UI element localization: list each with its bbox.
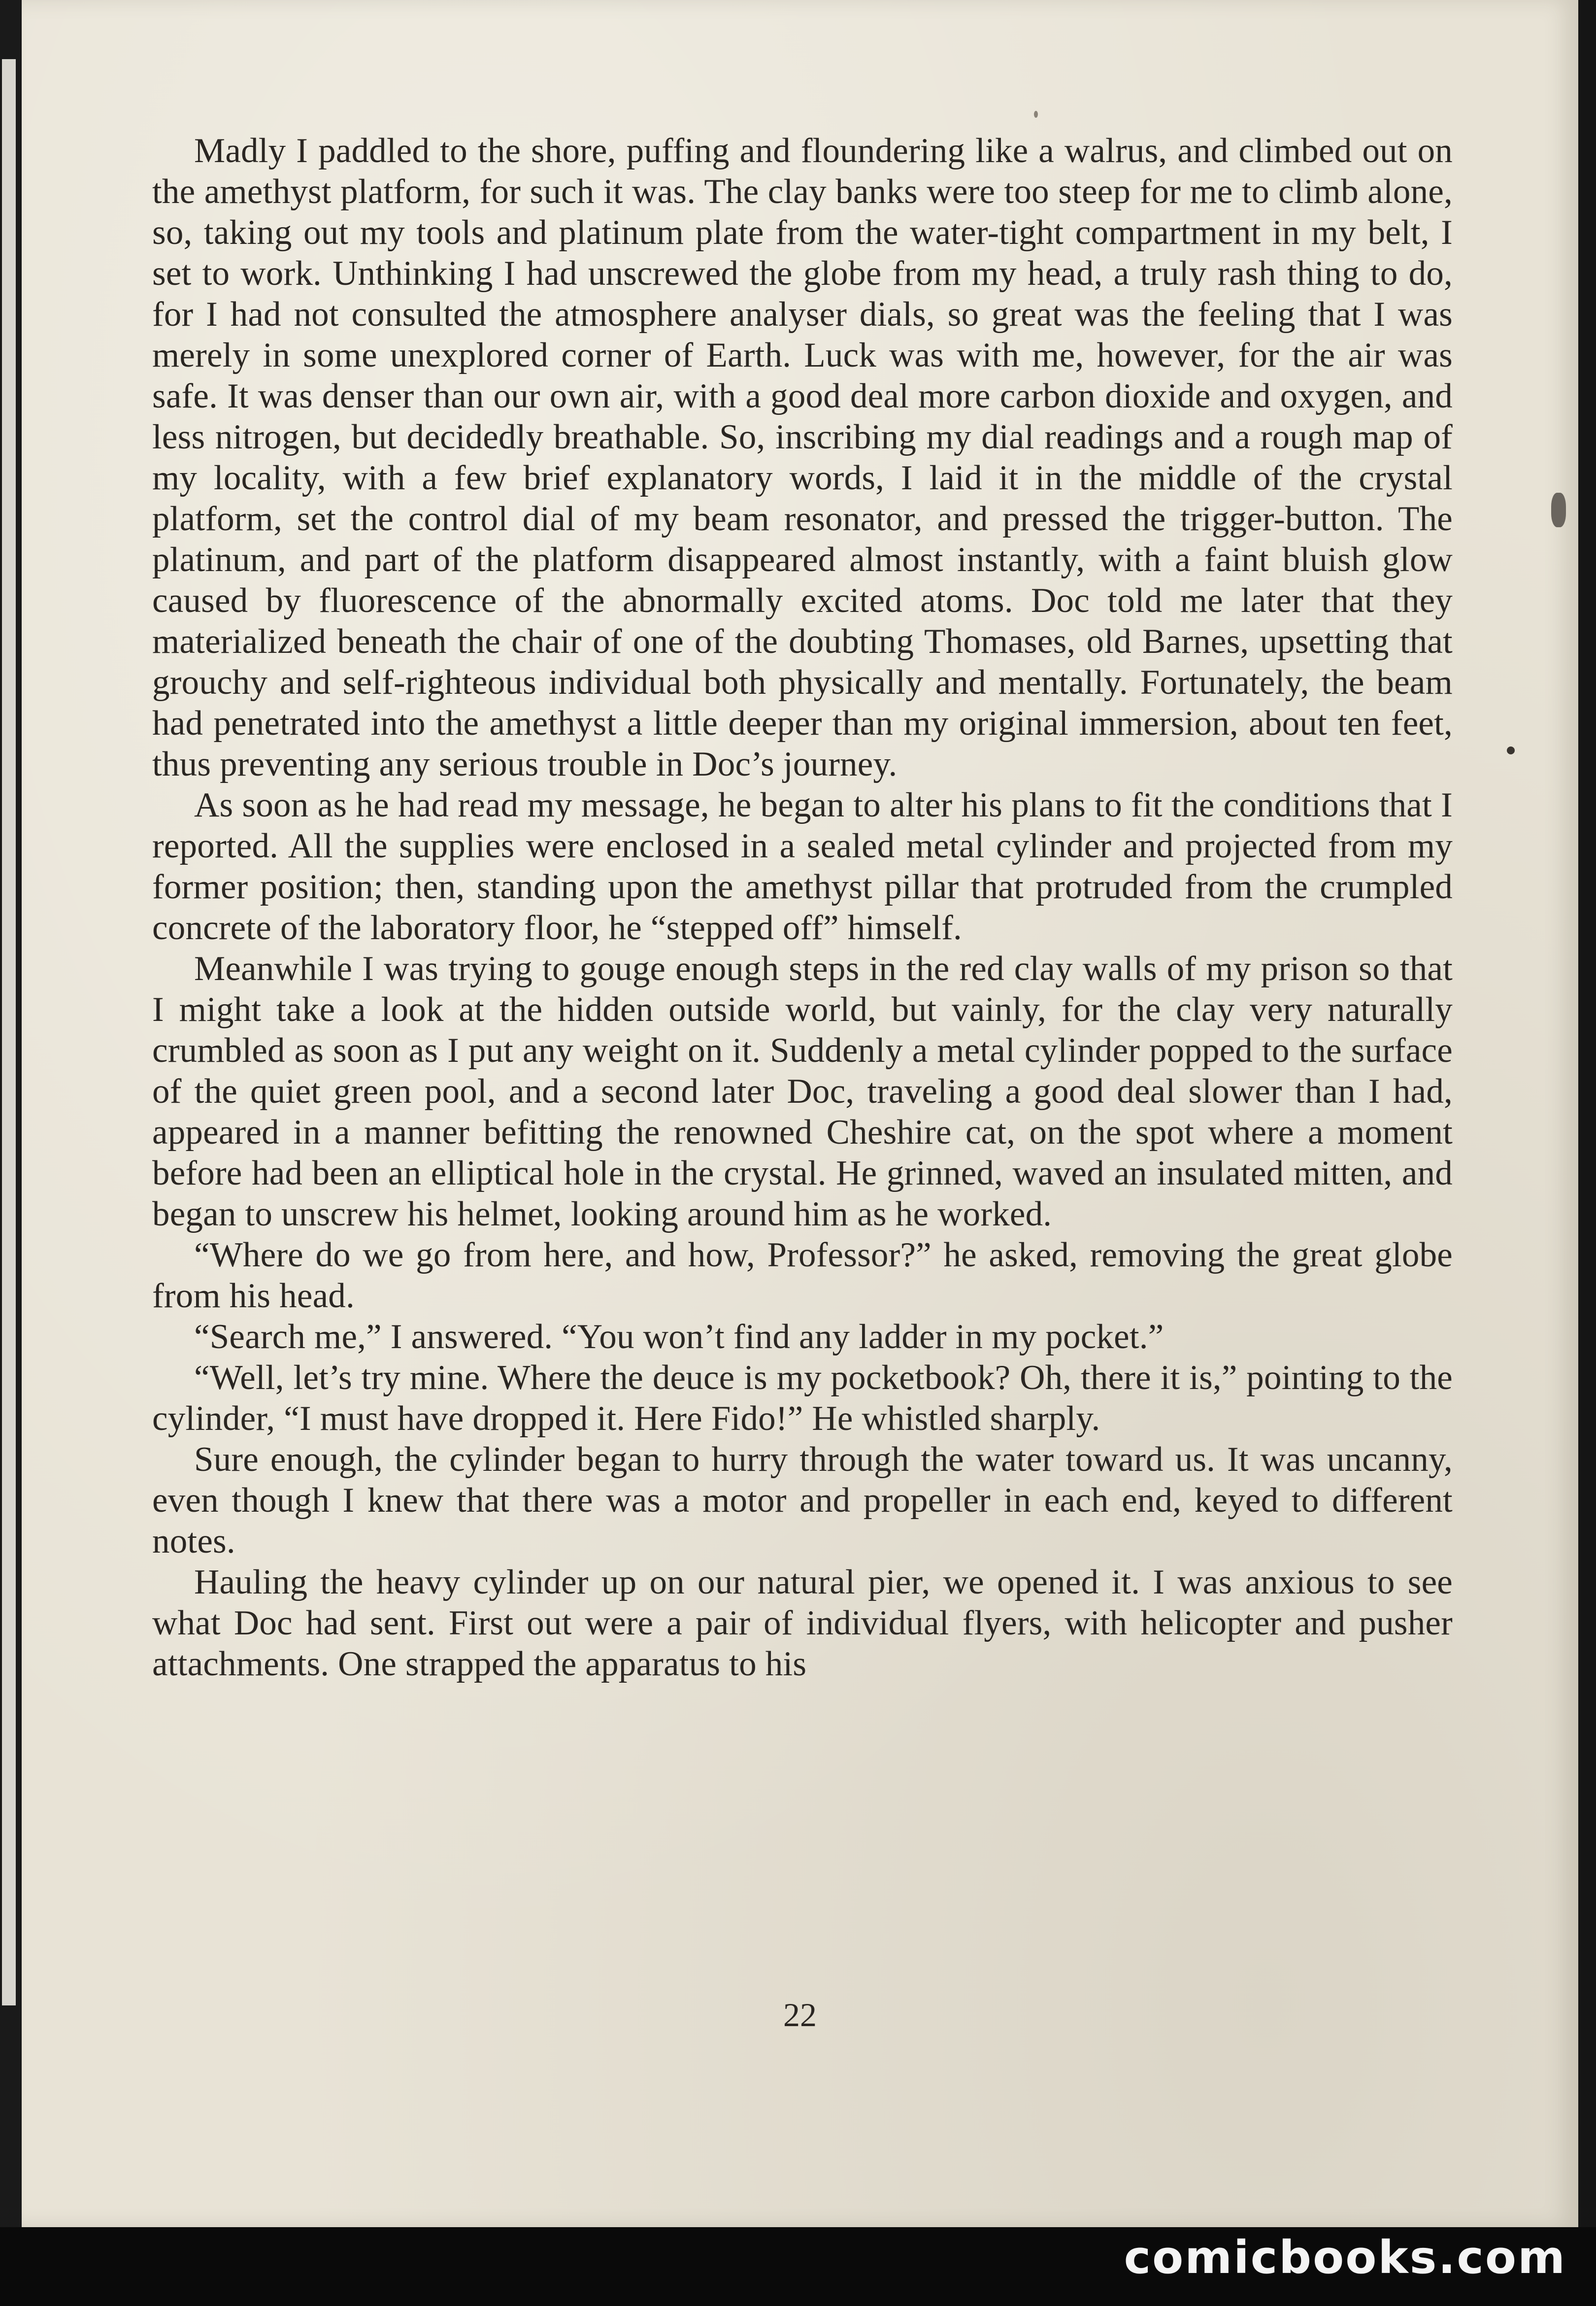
paragraph-7: Sure enough, the cylinder began to hurry through the water toward us. It was uncanny, even though I knew that there was a motor and propeller in each end, keyed to different notes.: [152, 1440, 1453, 1560]
body-text: [152, 131, 1453, 1685]
paragraph-1: Madly I paddled to the shore, puffing and floundering like a walrus, and climbed out on the amethyst platform, for such it was. The clay banks were too steep for me to climb alone, so, taking out my tools and platinum plate from the water-tight compartment in my belt, I set to work. Unthinking I had unscrewed the globe from my head, a truly rash thing to do, for I had not consulted the atmosphere analyser dials, so great was the feeling that I was merely in some unexplored corner of Earth. Luck was with me, however, for the air was safe. It was denser than our own air, with a good deal more carbon dioxide and oxygen, and less nitrogen, but decidedly breathable. So, inscribing my dial readings and a rough map of my locality, with a few brief explanatory words, I laid it in the middle of the crystal platform, set the control dial of my beam resonator, and pressed the trigger-button. The platinum, and part of the platform disappeared almost instantly, with a faint bluish glow caused by fluorescence of the abnormally excited atoms. Doc told me later that they materialized beneath the chair of one of the doubting Thomases, old Barnes, upsetting that grouchy and self-righteous individual both physically and mentally. Fortunately, the beam had penetrated into the amethyst a little deeper than my original immersion, about ten feet, thus preventing any serious trouble in Doc’s journey.: [152, 132, 1453, 783]
scan-right-edge: [1578, 0, 1596, 2306]
paragraph-8: Hauling the heavy cylinder up on our natural pier, we opened it. I was anxious to see what Doc had sent. First out were a pair of individual flyers, with helicopter and pusher attachments. One strapped the apparatus to his: [152, 1563, 1453, 1683]
adjacent-page-sliver: [2, 59, 16, 2005]
paragraph-5: “Search me,” I answered. “You won’t find any ladder in my pocket.”: [194, 1318, 1164, 1356]
paper-speck: [1551, 493, 1566, 527]
paragraph-6: “Well, let’s try mine. Where the deuce is my pocketbook? Oh, there it is,” pointing to the cylinder, “I must have dropped it. Here Fido!” He whistled sharply.: [152, 1358, 1453, 1438]
binding-edge: [0, 0, 22, 2306]
paper-speck: [1507, 746, 1515, 754]
page-number: 22: [783, 1996, 817, 2034]
book-page: [22, 0, 1578, 2227]
paragraph-4: “Where do we go from here, and how, Professor?” he asked, removing the great globe from his head.: [152, 1236, 1453, 1315]
paper-speck: [1034, 111, 1038, 118]
paragraph-3: Meanwhile I was trying to gouge enough steps in the red clay walls of my prison so that I might take a look at the hidden outside world, but vainly, for the clay very naturally crumbled as soon as I put any weight on it. Suddenly a metal cylinder popped to the surface of the quiet green pool, and a second later Doc, traveling a good deal slower than I had, appeared in a manner befitting the renowned Cheshire cat, on the spot where a moment before had been an elliptical hole in the crystal. He grinned, waved an insulated mitten, and began to unscrew his helmet, looking around him as he worked.: [152, 950, 1453, 1233]
watermark-logo: comicbooks.com: [1124, 2231, 1566, 2284]
paragraph-2: As soon as he had read my message, he began to alter his plans to fit the conditions that I reported. All the supplies were enclosed in a sealed metal cylinder and projected from my former position; then, standing upon the amethyst pillar that protruded from the crumpled concrete of the laboratory floor, he “stepped off” himself.: [152, 786, 1453, 947]
